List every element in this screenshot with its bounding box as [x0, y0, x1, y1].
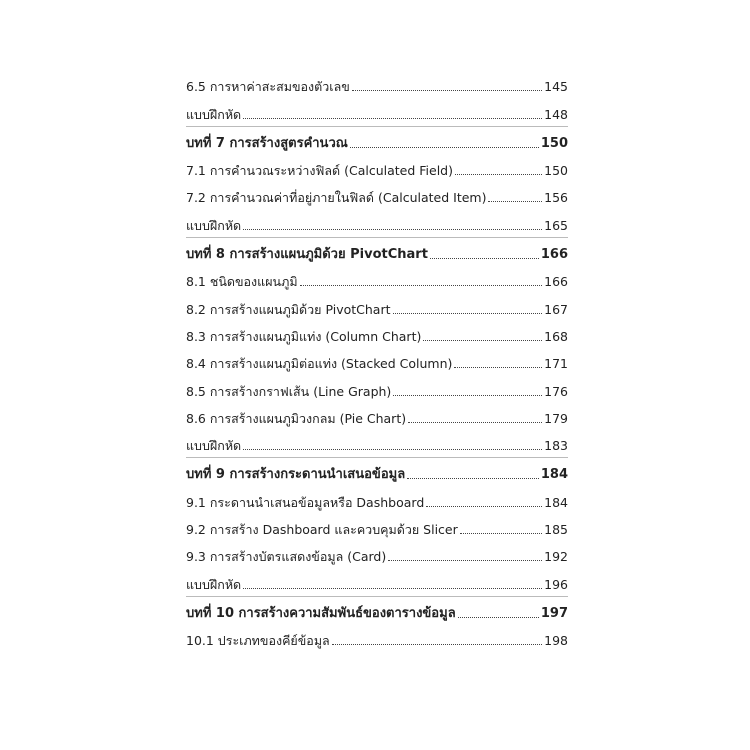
toc-section-row [186, 320, 568, 347]
toc-entry-title: แบบฝึกหัด [186, 217, 242, 233]
toc-section-row [186, 624, 568, 651]
toc-entry-title: 7.2 การคำนวณค่าที่อยู่ภายในฟิลด์ (Calculated Item) [186, 190, 487, 206]
toc-page-number: 150 [544, 163, 568, 179]
toc-section-row [186, 208, 568, 235]
dot-leader [393, 395, 542, 396]
dot-leader [454, 367, 542, 368]
toc-entry-title: 8.1 ชนิดของแผนภูมิ [186, 274, 298, 290]
toc-entry-title: 6.5 การหาค่าสะสมของตัวเลข [186, 79, 350, 95]
toc-page-number: 166 [540, 247, 568, 263]
toc-entry-title: แบบฝึกหัด [186, 438, 242, 454]
toc-page-number: 198 [544, 633, 568, 649]
dot-leader [460, 533, 542, 534]
toc-page-number: 179 [544, 410, 568, 426]
toc-chapter-row [186, 127, 568, 154]
dot-leader [407, 478, 539, 479]
dot-leader [243, 229, 542, 230]
toc-section-row [186, 70, 568, 97]
toc-page-number: 148 [544, 106, 568, 122]
toc-entry-title: บทที่ 9 การสร้างกระดานนำเสนอข้อมูล [186, 467, 406, 483]
toc-entry-title: 8.4 การสร้างแผนภูมิต่อแท่ง (Stacked Column) [186, 356, 453, 372]
toc-page-number: 184 [544, 494, 568, 510]
dot-leader [455, 174, 542, 175]
dot-leader [300, 285, 543, 286]
toc-page-number: 168 [544, 328, 568, 344]
toc-section-row [186, 97, 568, 124]
toc-page-number: 166 [544, 274, 568, 290]
dot-leader [426, 506, 542, 507]
table-of-contents [186, 70, 568, 651]
toc-entry-title: แบบฝึกหัด [186, 576, 242, 592]
toc-entry-title: บทที่ 8 การสร้างแผนภูมิด้วย PivotChart [186, 247, 428, 263]
dot-leader [423, 340, 542, 341]
toc-entry-title: แบบฝึกหัด [186, 106, 242, 122]
toc-page-number: 184 [540, 467, 568, 483]
dot-leader [408, 422, 542, 423]
dot-leader [458, 617, 539, 618]
toc-page-number: 167 [544, 301, 568, 317]
toc-page-number: 176 [544, 383, 568, 399]
toc-section-row [186, 181, 568, 208]
toc-entry-title: 8.6 การสร้างแผนภูมิวงกลม (Pie Chart) [186, 410, 407, 426]
toc-page-number: 185 [544, 522, 568, 538]
toc-entry-title: 9.1 กระดานนำเสนอข้อมูลหรือ Dashboard [186, 494, 425, 510]
dot-leader [332, 644, 542, 645]
toc-section-row [186, 540, 568, 567]
dot-leader [350, 147, 539, 148]
toc-section-row [186, 154, 568, 181]
toc-section-row [186, 485, 568, 512]
dot-leader [488, 201, 542, 202]
toc-section-row [186, 567, 568, 594]
toc-section-row [186, 265, 568, 292]
dot-leader [243, 118, 542, 119]
toc-page-number: 145 [544, 79, 568, 95]
toc-entry-title: 9.3 การสร้างบัตรแสดงข้อมูล (Card) [186, 549, 387, 565]
toc-page-number: 196 [544, 576, 568, 592]
dot-leader [243, 449, 542, 450]
toc-page-number: 183 [544, 438, 568, 454]
dot-leader [352, 90, 542, 91]
toc-chapter-row [186, 458, 568, 485]
toc-page-number: 192 [544, 549, 568, 565]
toc-chapter-row [186, 238, 568, 265]
toc-entry-title: บทที่ 7 การสร้างสูตรคำนวณ [186, 135, 348, 151]
toc-chapter-row [186, 597, 568, 624]
toc-entry-title: 8.5 การสร้างกราฟเส้น (Line Graph) [186, 383, 392, 399]
toc-page-number: 171 [544, 356, 568, 372]
toc-entry-title: 8.3 การสร้างแผนภูมิแท่ง (Column Chart) [186, 328, 422, 344]
toc-section-row [186, 402, 568, 429]
toc-entry-title: 7.1 การคำนวณระหว่างฟิลด์ (Calculated Field) [186, 163, 453, 179]
toc-entry-title: บทที่ 10 การสร้างความสัมพันธ์ของตารางข้อมูล [186, 605, 456, 621]
toc-section-row [186, 292, 568, 319]
toc-entry-title: 8.2 การสร้างแผนภูมิด้วย PivotChart [186, 301, 391, 317]
toc-page-number: 197 [540, 605, 568, 621]
dot-leader [243, 588, 542, 589]
toc-entry-title: 10.1 ประเภทของคีย์ข้อมูล [186, 633, 330, 649]
dot-leader [430, 258, 539, 259]
toc-page-number: 150 [540, 135, 568, 151]
dot-leader [393, 313, 543, 314]
toc-section-row [186, 513, 568, 540]
toc-section-row [186, 374, 568, 401]
toc-entry-title: 9.2 การสร้าง Dashboard และควบคุมด้วย Slicer [186, 522, 458, 538]
dot-leader [388, 560, 542, 561]
toc-page-number: 156 [544, 190, 568, 206]
toc-page-number: 165 [544, 217, 568, 233]
toc-section-row [186, 429, 568, 456]
toc-section-row [186, 347, 568, 374]
